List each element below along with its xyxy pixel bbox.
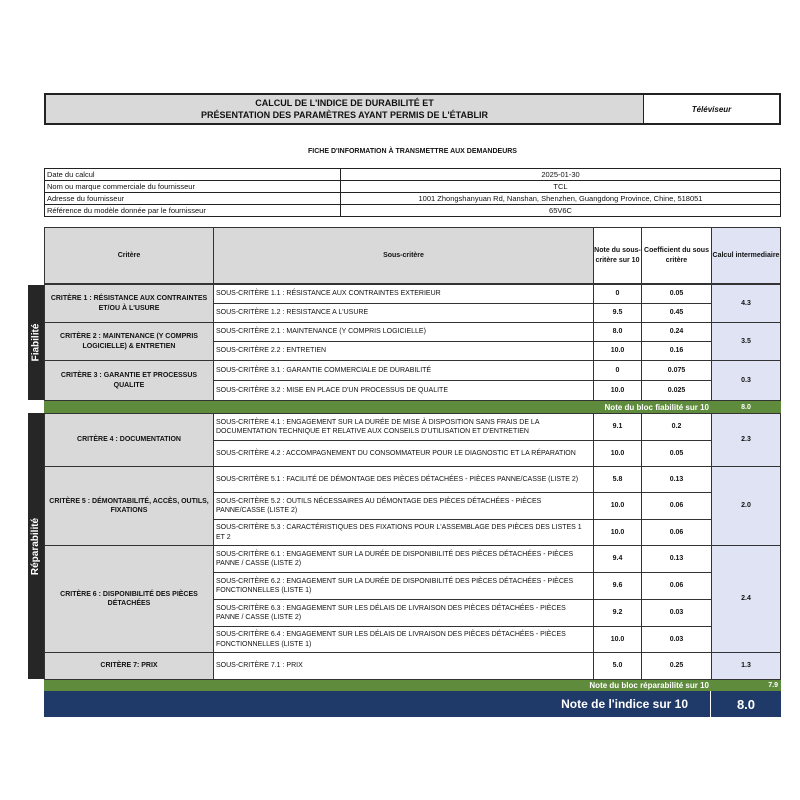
indice-total-value: 8.0 [711, 691, 781, 717]
title-line-2: PRÉSENTATION DES PARAMÈTRES AYANT PERMIS DE L'ÉTABLIR [200, 110, 488, 120]
info-value: 65V6C [341, 205, 781, 217]
subcriterion-label: SOUS-CRITÈRE 1.2 : RESISTANCE A L'USURE [213, 303, 594, 323]
subcriterion-note: 0 [593, 360, 642, 381]
subcriterion-note: 9.5 [593, 303, 642, 323]
intermediate-calc: 2.4 [711, 545, 781, 653]
info-value: 2025-01-30 [341, 169, 781, 181]
subcriterion-label: SOUS-CRITÈRE 4.1 : ENGAGEMENT SUR LA DURÉE DE MISE À DISPOSITION SANS FRAIS DE LA DOCUMENTATION TECHNIQUE ET RELATIVE AUX CONSEILS D'UTILISATION ET D'ENTRETIEN [213, 413, 594, 441]
info-label: Nom ou marque commerciale du fournisseur [45, 181, 341, 193]
durability-index-table [44, 227, 781, 717]
intermediate-calc: 2.0 [711, 466, 781, 546]
subcriterion-coefficient: 0.05 [641, 440, 712, 467]
criterion-4: CRITÈRE 4 : DOCUMENTATION [44, 413, 214, 467]
header-sous-critere: Sous-critère [213, 227, 594, 284]
header-note: Note du sous-critère sur 10 [593, 227, 642, 284]
info-label: Date du calcul [45, 169, 341, 181]
subcriterion-note: 9.1 [593, 413, 642, 441]
subcriterion-coefficient: 0.24 [641, 322, 712, 342]
subcriterion-note: 8.0 [593, 322, 642, 342]
subcriterion-note: 9.6 [593, 572, 642, 600]
subcriterion-note: 9.4 [593, 545, 642, 573]
subcriterion-note: 10.0 [593, 341, 642, 361]
subcriterion-coefficient: 0.025 [641, 380, 712, 401]
subcriterion-label: SOUS-CRITÈRE 5.1 : FACILITÉ DE DÉMONTAGE DES PIÈCES DÉTACHÉES - PIÈCES PANNE/CASSE (LISTE 2) [213, 466, 594, 493]
subcriterion-coefficient: 0.075 [641, 360, 712, 381]
supplier-info-table [44, 168, 781, 217]
indice-total-label: Note de l'indice sur 10 [44, 691, 711, 717]
subcriterion-label: SOUS-CRITÈRE 3.1 : GARANTIE COMMERCIALE DE DURABILITÉ [213, 360, 594, 381]
subcriterion-coefficient: 0.06 [641, 572, 712, 600]
info-label: Adresse du fournisseur [45, 193, 341, 205]
section-label-reparabilite: Réparabilité [28, 413, 44, 679]
subcriterion-label: SOUS-CRITÈRE 2.1 : MAINTENANCE (Y COMPRIS LOGICIELLE) [213, 322, 594, 342]
criterion-5: CRITÈRE 5 : DÉMONTABILITÉ, ACCÈS, OUTILS, FIXATIONS [44, 466, 214, 546]
subcriterion-label: SOUS-CRITÈRE 6.2 : ENGAGEMENT SUR LA DURÉE DE DISPONIBILITÉ DES PIÈCES DÉTACHÉES - PIÈCES FONCTIONNELLES (LISTE 1) [213, 572, 594, 600]
subcriterion-label: SOUS-CRITÈRE 3.2 : MISE EN PLACE D'UN PROCESSUS DE QUALITE [213, 380, 594, 401]
subcriterion-coefficient: 0.13 [641, 545, 712, 573]
subcriterion-label: SOUS-CRITÈRE 5.3 : CARACTÉRISTIQUES DES FIXATIONS POUR L'ASSEMBLAGE DES PIÈCES DES LISTES 1 ET 2 [213, 519, 594, 546]
info-value: 1001 Zhongshanyuan Rd, Nanshan, Shenzhen, Guangdong Province, Chine, 518051 [341, 193, 781, 205]
subcriterion-note: 10.0 [593, 492, 642, 520]
criterion-6: CRITÈRE 6 : DISPONIBILITÉ DES PIÈCES DÉTACHÉES [44, 545, 214, 653]
document-title [46, 95, 644, 123]
subcriterion-coefficient: 0.16 [641, 341, 712, 361]
subcriterion-note: 10.0 [593, 380, 642, 401]
fiabilite-total-value: 8.0 [711, 401, 781, 413]
criterion-7: CRITÈRE 7: PRIX [44, 652, 214, 680]
info-row [45, 181, 781, 193]
subcriterion-note: 10.0 [593, 626, 642, 653]
intermediate-calc: 4.3 [711, 284, 781, 323]
criterion-1: CRITÈRE 1 : RÉSISTANCE AUX CONTRAINTES ET/OU À L'USURE [44, 284, 214, 323]
subcriterion-label: SOUS-CRITÈRE 5.2 : OUTILS NÉCESSAIRES AU DÉMONTAGE DES PIÈCES DÉTACHÉES - PIÈCES PANNE/CASSE (LISTE 2) [213, 492, 594, 520]
info-row [45, 193, 781, 205]
intermediate-calc: 2.3 [711, 413, 781, 467]
subcriterion-label: SOUS-CRITÈRE 6.3 : ENGAGEMENT SUR LES DÉLAIS DE LIVRAISON DES PIÈCES DÉTACHÉES - PIÈCES PANNE / CASSE (LISTE 2) [213, 599, 594, 627]
subcriterion-note: 5.0 [593, 652, 642, 680]
subcriterion-coefficient: 0.05 [641, 284, 712, 304]
intermediate-calc: 1.3 [711, 652, 781, 680]
reparabilite-total-value: 7.9 [711, 680, 781, 691]
criterion-3: CRITÈRE 3 : GARANTIE ET PROCESSUS QUALITE [44, 360, 214, 401]
subcriterion-coefficient: 0.25 [641, 652, 712, 680]
info-label: Référence du modèle donnée par le fournisseur [45, 205, 341, 217]
info-value: TCL [341, 181, 781, 193]
intermediate-calc: 0.3 [711, 360, 781, 401]
section-label-fiabilite: Fiabilité [28, 285, 44, 400]
title-line-1: CALCUL DE L'INDICE DE DURABILITÉ ET [255, 98, 434, 108]
header-calcul: Calcul intermediaire [711, 227, 781, 284]
subcriterion-note: 10.0 [593, 519, 642, 546]
info-row [45, 169, 781, 181]
subcriterion-note: 5.8 [593, 466, 642, 493]
info-sheet-heading: FICHE D'INFORMATION À TRANSMETTRE AUX DEMANDEURS [308, 148, 517, 155]
header-coefficient: Coefficient du sous critère [641, 227, 712, 284]
subcriterion-coefficient: 0.03 [641, 626, 712, 653]
subcriterion-label: SOUS-CRITÈRE 2.2 : ENTRETIEN [213, 341, 594, 361]
subcriterion-note: 9.2 [593, 599, 642, 627]
subcriterion-coefficient: 0.06 [641, 492, 712, 520]
subcriterion-label: SOUS-CRITÈRE 6.1 : ENGAGEMENT SUR LA DURÉE DE DISPONIBILITÉ DES PIÈCES DÉTACHÉES - PIÈCES PANNE / CASSE (LISTE 2) [213, 545, 594, 573]
intermediate-calc: 3.5 [711, 322, 781, 361]
subcriterion-label: SOUS-CRITÈRE 6.4 : ENGAGEMENT SUR LES DÉLAIS DE LIVRAISON DES PIÈCES DÉTACHÉES - PIÈCES FONCTIONNELLES (LISTE 1) [213, 626, 594, 653]
subcriterion-note: 10.0 [593, 440, 642, 467]
subcriterion-label: SOUS-CRITÈRE 7.1 : PRIX [213, 652, 594, 680]
reparabilite-total-label: Note du bloc réparabilité sur 10 [44, 680, 711, 691]
document-title-box [44, 93, 781, 125]
subcriterion-coefficient: 0.06 [641, 519, 712, 546]
subcriterion-coefficient: 0.45 [641, 303, 712, 323]
subcriterion-coefficient: 0.03 [641, 599, 712, 627]
product-category: Téléviseur [691, 104, 732, 114]
info-row [45, 205, 781, 217]
subcriterion-coefficient: 0.13 [641, 466, 712, 493]
subcriterion-label: SOUS-CRITÈRE 4.2 : ACCOMPAGNEMENT DU CONSOMMATEUR POUR LE DIAGNOSTIC ET LA RÉPARATION [213, 440, 594, 467]
subcriterion-coefficient: 0.2 [641, 413, 712, 441]
header-critere: Critère [44, 227, 214, 284]
criterion-2: CRITÈRE 2 : MAINTENANCE (Y COMPRIS LOGICIELLE) & ENTRETIEN [44, 322, 214, 361]
fiabilite-total-label: Note du bloc fiabilité sur 10 [44, 401, 711, 413]
subcriterion-note: 0 [593, 284, 642, 304]
subcriterion-label: SOUS-CRITÈRE 1.1 : RÉSISTANCE AUX CONTRAINTES EXTERIEUR [213, 284, 594, 304]
